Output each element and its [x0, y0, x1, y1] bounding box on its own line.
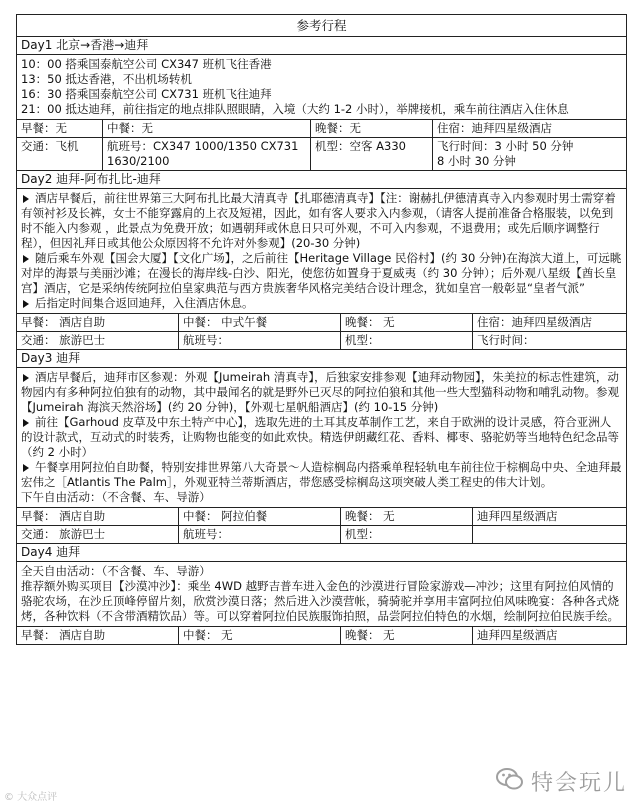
day1-schedule [17, 55, 627, 120]
day3-hotel: 迪拜四星级酒店 [473, 508, 627, 526]
table-title: 参考行程 [17, 15, 627, 37]
day4-schedule [17, 562, 627, 627]
day3-para: 酒店早餐后，迪拜市区参观：外观【Jumeirah 清真寺】，后独家安排参观【迪拜动物园】，朱美拉的标志性建筑，动物园内有多种阿拉伯独有的动物，其中最闻名的就是野外已灭尽的阿拉伯狼和其他一些大型猫科动物和哺乳动物。参观【Jumeirah 海滨天然浴场】(约 20 分钟)，【外观七星帆船酒店】(约 10-15 分钟) [21, 370, 619, 414]
day3-transport: 交通： 旅游巴士 [17, 526, 179, 544]
bullet-triangle-icon [23, 300, 29, 308]
itinerary-document [16, 14, 626, 645]
day2-schedule [17, 189, 627, 314]
day2-para: 后指定时间集合返回迪拜，入住酒店休息。 [35, 296, 254, 310]
day3-heading: Day3 迪拜 [17, 350, 627, 368]
day1-aircraft: 机型：空客 A330 [311, 138, 433, 171]
day2-para: 随后乘车外观【国会大厦】【文化广场】，之后前往【Heritage Village 民俗村】(约 30 分钟)在海滨大道上，可远眺对岸的海景与美丽沙滩；在漫长的海岸线-白沙、阳光，使您彷如置身于夏威夷（约 30 分钟）；后外观八星级【酋长皇宫】酒店，它是采纳传统阿拉伯皇家典范与西方贵族奢华风格完美结合设计理念，犹如皇宫一般彰显“皇者气派” [21, 251, 622, 295]
day1-line: 21：00 抵达迪拜，前往指定的地点排队照眼睛，入境（大约 1-2 小时），举牌接机，乘车前往酒店入住休息 [21, 102, 569, 116]
day3-empty-cell [473, 526, 627, 544]
day1-hotel: 住宿：迪拜四星级酒店 [433, 120, 627, 138]
day3-para: 午餐享用阿拉伯自助餐，特别安排世界第八大奇景～人造棕榈岛内搭乘单程轻轨电车前往位于棕榈岛中央、全迪拜最宏伟之［Atlantis The Palm］，外观亚特兰蒂斯酒店，带您感受棕榈岛这项突破人类工程史的伟大计划。 [21, 460, 622, 489]
day1-heading: Day1 北京→香港→迪拜 [17, 37, 627, 55]
day1-transport: 交通：飞机 [17, 138, 103, 171]
day4-line: 推荐额外购买项目【沙漠冲沙】：乘坐 4WD 越野吉普车进入金色的沙漠进行冒险家游戏—冲沙；这里有阿拉伯风情的骆驼农场，在沙丘顶峰停留片刻，欣赏沙漠日落；然后进入沙漠营帐，骑骑驼并享用丰富阿拉伯风味晚宴：各种各式烧烤，各种饮料（不含带酒精饮品）等。可以穿着阿拉伯民族服饰拍照，品尝阿拉伯特色的水烟，绘制阿拉伯民族手绘。 [21, 579, 619, 623]
day2-hotel: 住宿：迪拜四星级酒店 [473, 314, 627, 332]
day1-flight: 航班号：CX347 1000/1350 CX731 1630/2100 [103, 138, 311, 171]
bullet-triangle-icon [23, 255, 29, 263]
day2-transport: 交通： 旅游巴士 [17, 332, 179, 350]
watermark-text: 特会玩儿 [531, 771, 628, 796]
day1-line: 10：00 搭乘国泰航空公司 CX347 班机飞往香港 [21, 57, 272, 71]
day3-free-time: 下午自由活动：（不含餐、车、导游） [21, 490, 211, 504]
day4-heading: Day4 迪拜 [17, 544, 627, 562]
bullet-triangle-icon [23, 419, 29, 427]
day4-line: 全天自由活动：（不含餐、车、导游） [21, 564, 211, 578]
day2-lunch: 中餐： 中式午餐 [179, 314, 341, 332]
day3-schedule [17, 368, 627, 508]
day3-breakfast: 早餐： 酒店自助 [17, 508, 179, 526]
day1-breakfast: 早餐：无 [17, 120, 103, 138]
day1-flight-time [433, 138, 627, 171]
day3-flight: 航班号： [179, 526, 341, 544]
bullet-triangle-icon [23, 464, 29, 472]
day2-para: 酒店早餐后，前往世界第三大阿布扎比最大清真寺【扎耶德清真寺】【注：谢赫扎伊德清真寺入内参观时男士需穿着有领衬衫及长裤，女士不能穿露肩的上衣及短裙，因此，如有客人要求入内参观，（请客人提前准备合格服装，以免到时不能入内参观 ，此景点为免费开放；如遇朝拜或休息日只可外观，不可入内参观，不退费用；或先后顺序调整行程），但因礼拜日或其他公众原因将不允许对外参观】(20-30 分钟) [21, 191, 616, 250]
bullet-triangle-icon [23, 195, 29, 203]
day1-line: 13：50 抵达香港，不出机场转机 [21, 72, 192, 86]
day4-dinner: 晚餐： 无 [341, 627, 473, 645]
day3-aircraft: 机型： [341, 526, 473, 544]
watermark-right [495, 760, 635, 800]
day2-breakfast: 早餐： 酒店自助 [17, 314, 179, 332]
day4-lunch: 中餐： 无 [179, 627, 341, 645]
day1-dinner: 晚餐：无 [311, 120, 433, 138]
day3-lunch: 中餐： 阿拉伯餐 [179, 508, 341, 526]
day2-flight-time: 飞行时间： [473, 332, 627, 350]
day1-flight-time-a: 飞行时间：3 小时 50 分钟 [437, 139, 574, 153]
day4-hotel: 迪拜四星级酒店 [473, 627, 627, 645]
day1-line: 16：30 搭乘国泰航空公司 CX731 班机飞往迪拜 [21, 87, 272, 101]
day2-dinner: 晚餐： 无 [341, 314, 473, 332]
day3-para: 前往【Garhoud 皮草及中东土特产中心】，选取先进的土耳其皮革制作工艺，来自于欧洲的设计灵感，符合亚洲人的设计款式，互动式的时装秀，让购物也能变的如此欢快。精选伊朗藏红花、香料、椰枣、骆驼奶等当地特色纪念品等（约 2 小时） [21, 415, 619, 459]
day4-breakfast: 早餐： 酒店自助 [17, 627, 179, 645]
day2-flight: 航班号： [179, 332, 341, 350]
wechat-logo-icon [495, 764, 525, 794]
itinerary-table [16, 14, 627, 645]
day3-dinner: 晚餐： 无 [341, 508, 473, 526]
day1-flight-time-b: 8 小时 30 分钟 [437, 154, 516, 168]
watermark-left: © 大众点评 [4, 792, 58, 803]
day2-heading: Day2 迪拜-阿布扎比-迪拜 [17, 171, 627, 189]
day2-aircraft: 机型： [341, 332, 473, 350]
bullet-triangle-icon [23, 374, 29, 382]
day1-lunch: 中餐：无 [103, 120, 311, 138]
